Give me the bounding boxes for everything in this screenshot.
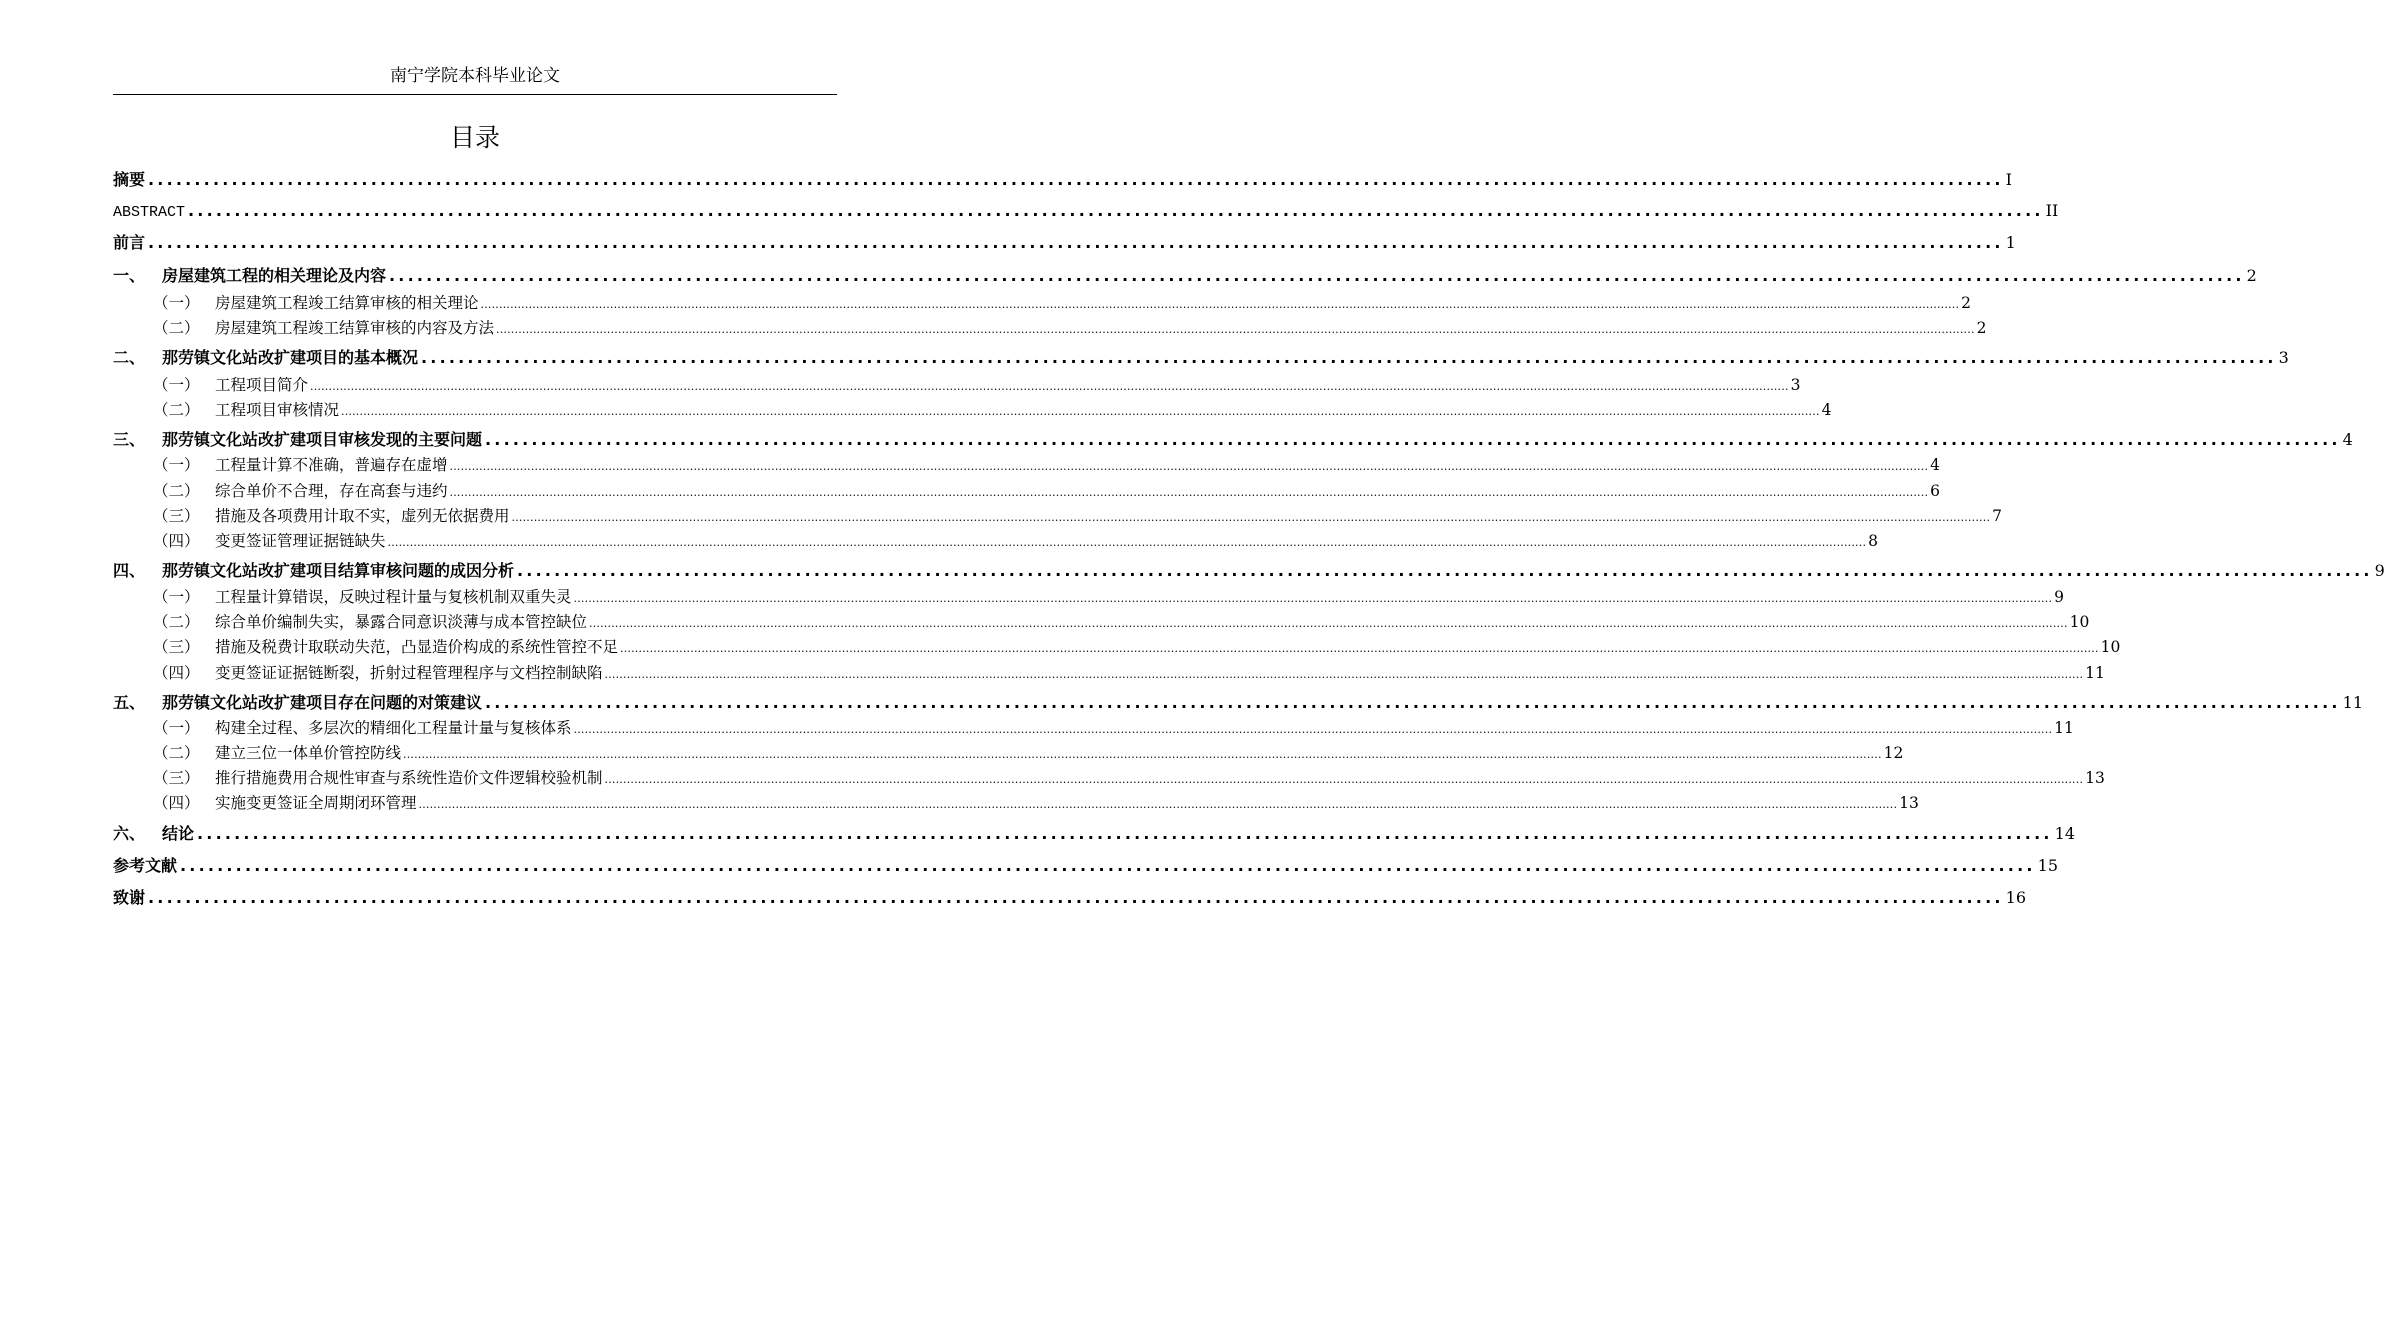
toc-entry-title: 工程项目审核情况: [215, 401, 340, 419]
toc-entry[interactable]: [113, 558, 2385, 584]
toc-leader-dots: ........................................................................................................................................................................................................: [188, 201, 2044, 220]
page-title: 目录: [449, 123, 500, 152]
toc-entry-title: 综合单价编制失实，暴露合同意识淡薄与成本管控缺位: [215, 613, 588, 631]
toc-entry-title: 建立三位一体单价管控防线: [215, 744, 402, 762]
toc-subentry[interactable]: [113, 529, 1879, 554]
toc-entry-number: （一）: [153, 376, 200, 394]
toc-entry-number: （二）: [153, 613, 200, 631]
toc-leader-dots: ........................................................................................................................................................................................................: [148, 233, 2004, 252]
toc-page-number: 13: [2085, 769, 2105, 787]
toc-entry-title: 构建全过程、多层次的精细化工程量计量与复核体系: [215, 719, 572, 737]
toc-entry-number: 一、: [113, 266, 146, 285]
toc-page-number: 15: [2037, 856, 2058, 875]
toc-page-number: 4: [1821, 401, 1832, 419]
toc-entry[interactable]: [113, 853, 2058, 879]
toc-entry-title: 综合单价不合理，存在高套与违约: [215, 482, 448, 500]
toc-leader-dots: ................................................................................................................................................................................................................................................................................................................................................................................................................: [511, 511, 1991, 524]
toc-subentry[interactable]: [113, 398, 1832, 423]
toc-entry-title: 致谢: [113, 888, 146, 907]
toc-entry-title: ABSTRACT: [113, 204, 186, 221]
toc-page-number: 11: [2054, 719, 2074, 737]
toc-entry-title: 推行措施费用合规性审查与系统性造价文件逻辑校验机制: [215, 769, 603, 787]
running-header: 南宁学院本科毕业论文: [390, 66, 560, 86]
toc-subentry[interactable]: [113, 661, 2105, 686]
toc-entry-title: 那劳镇文化站改扩建项目审核发现的主要问题: [162, 430, 483, 449]
toc-leader-dots: ........................................................................................................................................................................................................: [148, 888, 2004, 907]
toc-entry-title: 那劳镇文化站改扩建项目存在问题的对策建议: [162, 693, 483, 712]
header-rule: [113, 94, 837, 95]
toc-page-number: 6: [1930, 482, 1941, 500]
toc-page-number: 11: [2085, 664, 2105, 682]
toc-page-number: 10: [2069, 613, 2090, 631]
toc-subentry[interactable]: [113, 635, 2121, 660]
toc-entry-number: （三）: [153, 507, 200, 525]
toc-subentry[interactable]: [113, 479, 1941, 504]
toc-entry-title: 变更签证管理证据链缺失: [215, 532, 386, 550]
toc-leader-dots: ................................................................................................................................................................................................................................................................................................................................................................................................................: [589, 617, 2068, 630]
toc-leader-dots: ........................................................................................................................................................................................................: [389, 266, 2245, 285]
toc-entry[interactable]: [113, 263, 2257, 289]
toc-entry[interactable]: [113, 230, 2016, 256]
toc-page-number: 9: [2054, 588, 2065, 606]
toc-entry-number: （四）: [153, 532, 200, 550]
toc-page-number: 1: [2005, 233, 2016, 252]
toc-subentry[interactable]: [113, 610, 2090, 635]
toc-leader-dots: ................................................................................................................................................................................................................................................................................................................................................................................................................: [341, 405, 1820, 418]
toc-subentry[interactable]: [113, 766, 2105, 791]
toc-entry-title: 工程量计算不准确，普遍存在虚增: [215, 456, 448, 474]
toc-leader-dots: ........................................................................................................................................................................................................: [485, 430, 2341, 449]
toc-entry-title: 房屋建筑工程的相关理论及内容: [162, 266, 387, 285]
toc-page-number: 3: [1790, 376, 1801, 394]
toc-leader-dots: ................................................................................................................................................................................................................................................................................................................................................................................................................: [496, 323, 1975, 336]
toc-leader-dots: ........................................................................................................................................................................................................: [148, 170, 2004, 189]
toc-subentry[interactable]: [113, 741, 1904, 766]
toc-entry[interactable]: [113, 345, 2289, 371]
toc-subentry[interactable]: [113, 791, 1919, 816]
toc-leader-dots: ................................................................................................................................................................................................................................................................................................................................................................................................................: [387, 536, 1867, 549]
toc-entry-number: 四、: [113, 561, 146, 580]
toc-page-number: 2: [2246, 266, 2257, 285]
toc-entry-title: 工程量计算错误，反映过程计量与复核机制双重失灵: [215, 588, 572, 606]
toc-page-number: 10: [2100, 638, 2121, 656]
toc-page-number: 2: [1961, 294, 1972, 312]
toc-page-number: 4: [1930, 456, 1941, 474]
toc-entry-title: 房屋建筑工程竣工结算审核的相关理论: [215, 294, 479, 312]
toc-entry-title: 工程项目简介: [215, 376, 309, 394]
toc-entry-number: （四）: [153, 794, 200, 812]
toc-entry-number: 六、: [113, 824, 146, 843]
toc-entry-title: 参考文献: [113, 856, 178, 875]
toc-entry-number: （四）: [153, 664, 200, 682]
toc-page-number: 9: [2374, 561, 2385, 580]
toc-page-number: 3: [2278, 348, 2289, 367]
toc-subentry[interactable]: [113, 291, 1972, 316]
toc-subentry[interactable]: [113, 716, 2074, 741]
toc-entry-title: 结论: [162, 824, 195, 843]
toc-leader-dots: ................................................................................................................................................................................................................................................................................................................................................................................................................: [480, 298, 1960, 311]
toc-leader-dots: ................................................................................................................................................................................................................................................................................................................................................................................................................: [620, 642, 2099, 655]
toc-page-number: 13: [1899, 794, 1919, 812]
toc-entry-number: （一）: [153, 719, 200, 737]
toc-page-number: 16: [2005, 888, 2026, 907]
toc-entry-number: （三）: [153, 769, 200, 787]
toc-entry[interactable]: [113, 427, 2353, 453]
toc-leader-dots: ........................................................................................................................................................................................................: [517, 561, 2373, 580]
toc-entry-title: 实施变更签证全周期闭环管理: [215, 794, 417, 812]
toc-entry-number: （三）: [153, 638, 200, 656]
toc-entry-number: 三、: [113, 430, 146, 449]
toc-entry-title: 那劳镇文化站改扩建项目的基本概况: [162, 348, 419, 367]
toc-page-number: 4: [2342, 430, 2353, 449]
toc-subentry[interactable]: [113, 504, 2003, 529]
toc-entry-title: 摘要: [113, 170, 146, 189]
toc-subentry[interactable]: [113, 373, 1801, 398]
toc-entry[interactable]: [113, 885, 2026, 911]
toc-entry-number: 二、: [113, 348, 146, 367]
toc-page-number: 11: [2342, 693, 2363, 712]
toc-entry-title: 措施及各项费用计取不实，虚列无依据费用: [215, 507, 510, 525]
toc-entry-number: 五、: [113, 693, 146, 712]
toc-entry-title: 措施及税费计取联动失范，凸显造价构成的系统性管控不足: [215, 638, 619, 656]
toc-entry-title: 前言: [113, 233, 146, 252]
toc-entry[interactable]: [113, 821, 2075, 847]
toc-entry-title: 房屋建筑工程竣工结算审核的内容及方法: [215, 319, 495, 337]
toc-leader-dots: ........................................................................................................................................................................................................: [421, 348, 2277, 367]
toc-page-number: 8: [1868, 532, 1879, 550]
toc-leader-dots: ................................................................................................................................................................................................................................................................................................................................................................................................................: [403, 748, 1882, 761]
toc-page-number: 2: [1976, 319, 1987, 337]
toc-leader-dots: ........................................................................................................................................................................................................: [485, 693, 2341, 712]
toc-page-number: II: [2045, 201, 2059, 220]
toc-page-number: 12: [1883, 744, 1904, 762]
toc-entry[interactable]: [113, 198, 2059, 224]
toc-entry-number: （一）: [153, 294, 200, 312]
toc-page-number: 7: [1992, 507, 2003, 525]
toc-leader-dots: ........................................................................................................................................................................................................: [180, 856, 2036, 875]
toc-entry-number: （二）: [153, 319, 200, 337]
toc-leader-dots: ................................................................................................................................................................................................................................................................................................................................................................................................................: [604, 773, 2084, 786]
toc-entry-title: 变更签证证据链断裂，折射过程管理程序与文档控制缺陷: [215, 664, 603, 682]
toc-leader-dots: ........................................................................................................................................................................................................: [197, 824, 2053, 843]
toc-page-number: 14: [2054, 824, 2075, 843]
toc-entry[interactable]: [113, 167, 2012, 193]
toc-entry-number: （一）: [153, 456, 200, 474]
toc-entry-number: （二）: [153, 401, 200, 419]
toc-entry-title: 那劳镇文化站改扩建项目结算审核问题的成因分析: [162, 561, 515, 580]
toc-entry[interactable]: [113, 690, 2363, 716]
toc-leader-dots: ................................................................................................................................................................................................................................................................................................................................................................................................................: [604, 668, 2084, 681]
toc-leader-dots: ................................................................................................................................................................................................................................................................................................................................................................................................................: [449, 460, 1929, 473]
toc-entry-number: （二）: [153, 482, 200, 500]
toc-leader-dots: ................................................................................................................................................................................................................................................................................................................................................................................................................: [418, 798, 1898, 811]
toc-page-number: I: [2005, 170, 2012, 189]
toc-leader-dots: ................................................................................................................................................................................................................................................................................................................................................................................................................: [310, 380, 1789, 393]
toc-subentry[interactable]: [113, 316, 1987, 341]
toc-leader-dots: ................................................................................................................................................................................................................................................................................................................................................................................................................: [573, 592, 2053, 605]
toc-subentry[interactable]: [113, 585, 2065, 610]
toc-subentry[interactable]: [113, 453, 1941, 478]
toc-leader-dots: ................................................................................................................................................................................................................................................................................................................................................................................................................: [573, 723, 2053, 736]
toc-entry-number: （一）: [153, 588, 200, 606]
toc-leader-dots: ................................................................................................................................................................................................................................................................................................................................................................................................................: [449, 486, 1929, 499]
toc-entry-number: （二）: [153, 744, 200, 762]
